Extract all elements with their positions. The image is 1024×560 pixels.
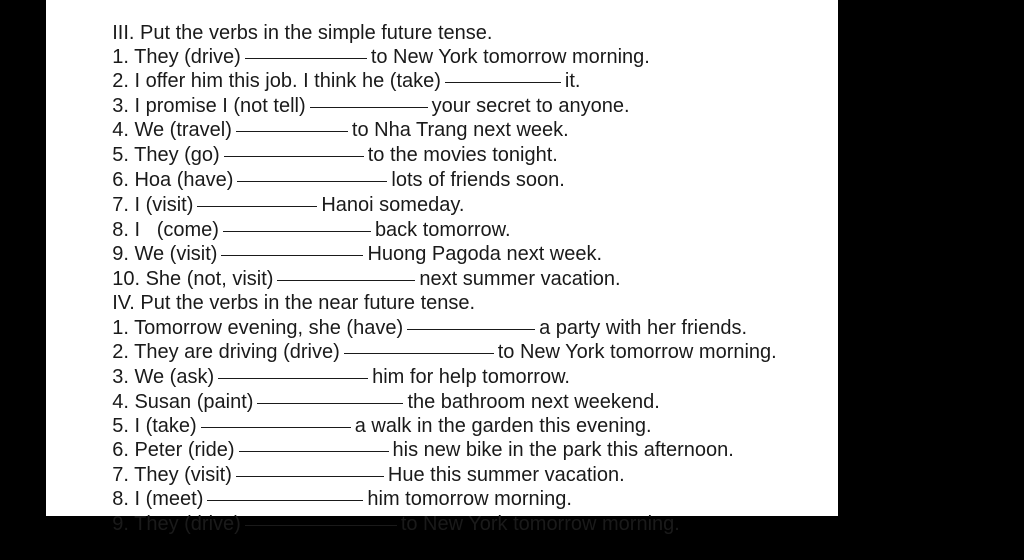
exercise-item: [90, 194, 511, 241]
item-continuation: back tomorrow.: [374, 219, 511, 241]
item-prompt: 3. I promise I (not tell): [112, 95, 306, 117]
exercise-item: [90, 366, 660, 413]
exercise-item: [90, 292, 747, 339]
exercise-item: [90, 463, 572, 510]
item-prompt: 8. I (come): [112, 219, 219, 241]
exercise-item: [90, 341, 570, 388]
worksheet-page: [46, 0, 838, 535]
item-prompt: 1. Tomorrow evening, she (have): [112, 317, 404, 339]
item-prompt: 6. Peter (ride): [112, 439, 235, 461]
exercise-item: [90, 243, 621, 290]
item-continuation: to Nha Trang next week.: [351, 119, 569, 141]
exercise-item: [90, 94, 569, 141]
item-prompt: 4. Susan (paint): [112, 391, 254, 413]
item-prompt: 5. They (go): [112, 144, 220, 166]
exercise-item: [90, 390, 652, 437]
exercise-item: [90, 144, 565, 191]
exercise-item: [90, 169, 465, 216]
item-prompt: 10. She (not, visit): [112, 268, 274, 290]
item-continuation: Hue this summer vacation.: [387, 464, 625, 486]
exercise-item: [90, 218, 603, 265]
item-continuation: it.: [564, 70, 581, 92]
item-continuation: a party with her friends.: [539, 317, 747, 339]
item-continuation: Hanoi someday.: [321, 194, 465, 216]
item-continuation: to the movies tonight.: [367, 144, 558, 166]
exercise-item: [90, 119, 558, 166]
item-continuation: lots of friends soon.: [391, 169, 565, 191]
section-heading: [90, 0, 493, 44]
item-continuation: to New York tomorrow morning.: [370, 46, 650, 68]
item-prompt: 2. I offer him this job. I think he (take): [112, 70, 441, 92]
item-continuation: his new bike in the park this afternoon.: [392, 439, 734, 461]
item-continuation: your secret to anyone.: [431, 95, 630, 117]
exercise-item: [90, 488, 680, 535]
answer-blank[interactable]: [245, 524, 397, 526]
item-prompt: 8. I (meet): [112, 488, 204, 510]
item-prompt: 9. They (drive): [112, 513, 241, 535]
item-prompt: 2. They are driving (drive): [112, 341, 340, 363]
exercise-item: [90, 45, 581, 92]
item-prompt: 9. We (visit): [112, 243, 218, 265]
item-prompt: 4. We (travel): [112, 119, 232, 141]
exercise-item: [90, 21, 650, 68]
exercise-item: [90, 414, 734, 461]
section-heading: [90, 267, 476, 314]
item-continuation: Huong Pagoda next week.: [367, 243, 603, 265]
item-continuation: next summer vacation.: [419, 268, 621, 290]
item-continuation: him for help tomorrow.: [372, 366, 570, 388]
item-continuation: the bathroom next weekend.: [407, 391, 660, 413]
item-continuation: him tomorrow morning.: [367, 488, 572, 510]
item-prompt: 6. Hoa (have): [112, 169, 234, 191]
item-prompt: 7. I (visit): [112, 194, 194, 216]
item-prompt: 5. I (take): [112, 415, 197, 437]
item-prompt: 7. They (visit): [112, 464, 232, 486]
exercise-item: [90, 316, 777, 363]
section-heading-text: III. Put the verbs in the simple future tense.: [112, 22, 493, 44]
item-continuation: a walk in the garden this evening.: [354, 415, 652, 437]
section-heading-text: IV. Put the verbs in the near future tense.: [112, 292, 476, 314]
item-prompt: 3. We (ask): [112, 366, 215, 388]
exercise-item: [90, 439, 625, 486]
item-continuation: to New York tomorrow morning.: [497, 341, 777, 363]
item-prompt: 1. They (drive): [112, 46, 241, 68]
item-continuation: to New York tomorrow morning.: [400, 513, 680, 535]
exercise-item: [90, 70, 630, 117]
